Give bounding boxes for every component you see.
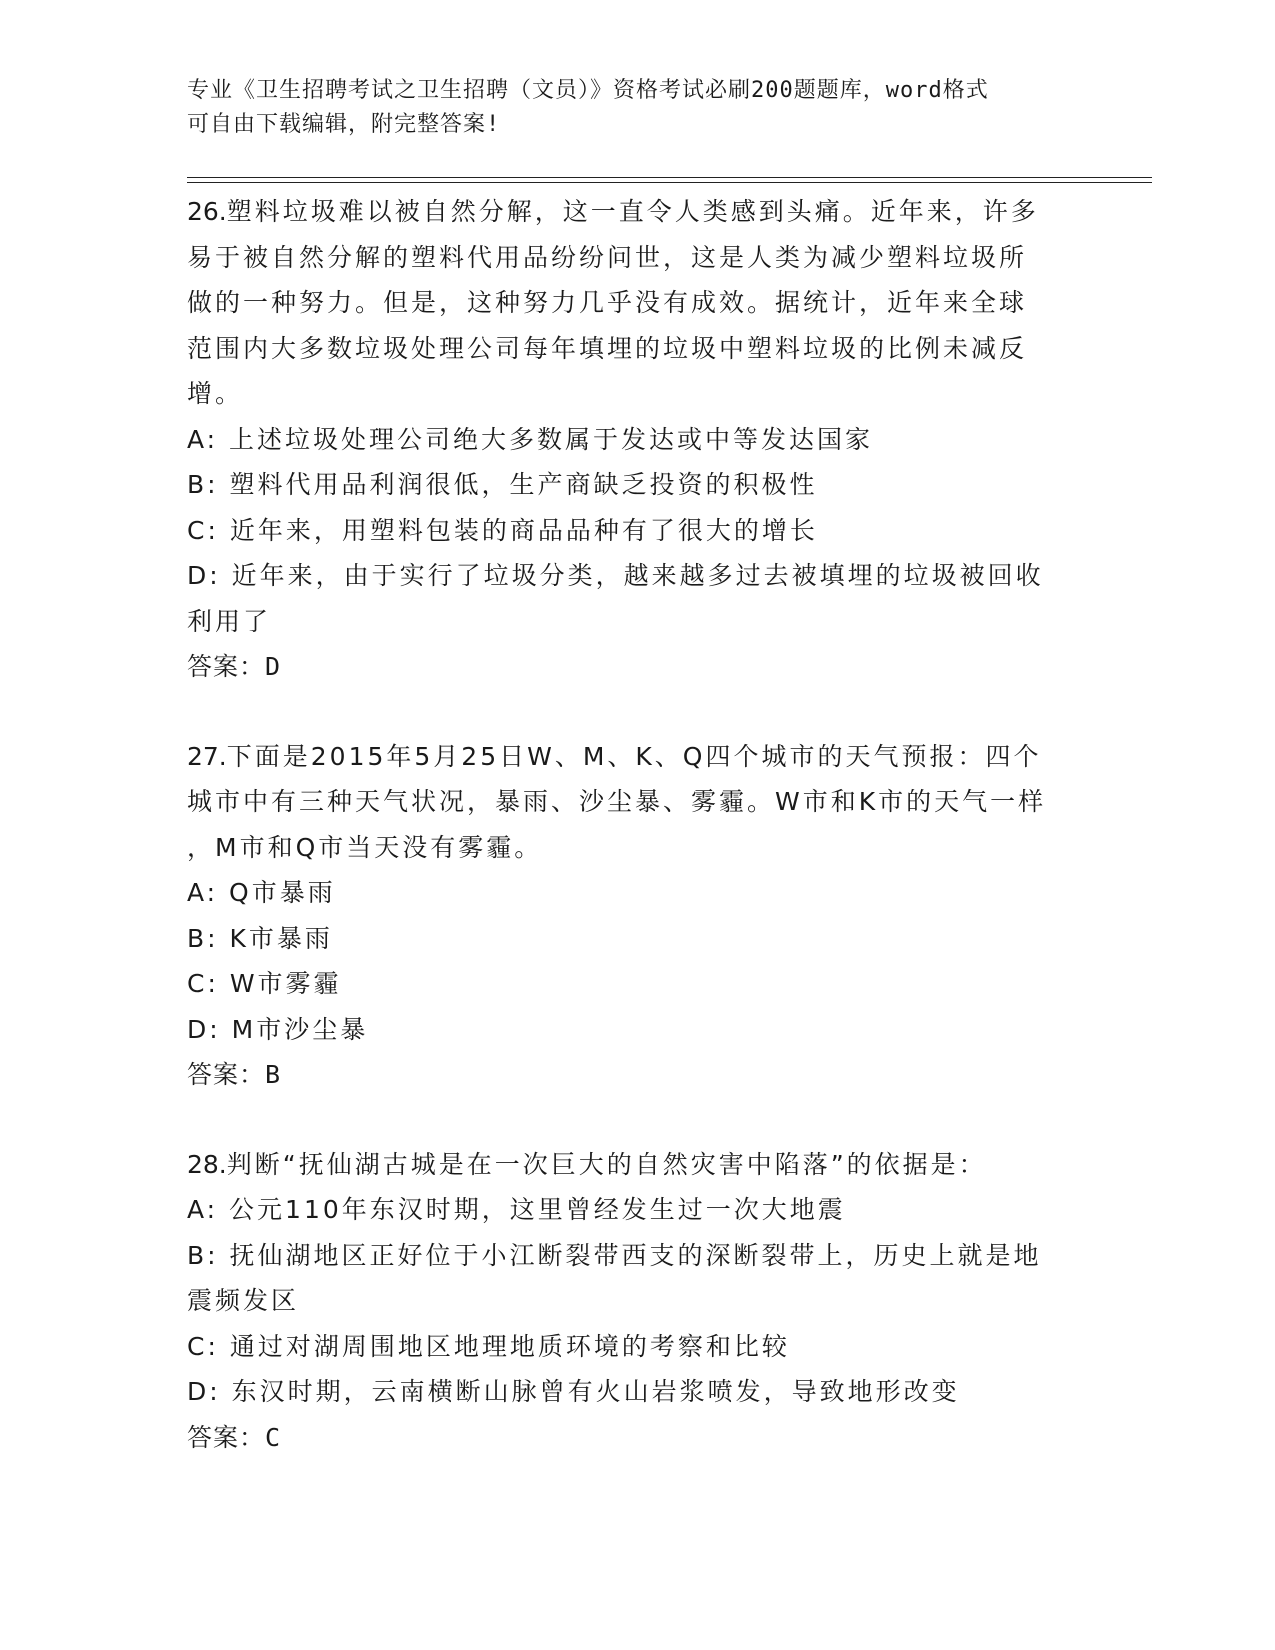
header-line-2: 可自由下载编辑，附完整答案! [187,112,501,137]
question-number: 26. [187,197,227,226]
question-stem-line: 城市中有三种天气状况，暴雨、沙尘暴、雾霾。W市和K市的天气一样 [187,787,1047,816]
option-a: A: 上述垃圾处理公司绝大多数属于发达或中等发达国家 [187,424,874,454]
answer-line [187,1415,1087,1461]
answer-line [187,644,1087,690]
question-stem-line: 易于被自然分解的塑料代用品纷纷问世，这是人类为减少塑料垃圾所 [187,242,1028,272]
answer-line [187,1052,1087,1098]
answer-value: C [265,1422,281,1452]
question-stem-line: 判断“抚仙湖古城是在一次巨大的自然灾害中陷落”的依据是： [226,1149,987,1179]
option-b: B: 抚仙湖地区正好位于小江断裂带西支的深断裂带上，历史上就是地 [187,1240,1042,1270]
option-c: C: 通过对湖周围地区地理地质环境的考察和比较 [187,1331,790,1361]
question-stem-line: 做的一种努力。但是，这种努力几乎没有成效。据统计，近年来全球 [187,288,1028,317]
document-header [187,74,1077,142]
question-stem-line: ，M市和Q市当天没有雾霾。 [187,832,543,862]
question-number: 27. [187,741,227,771]
answer-label: 答案： [187,1422,266,1452]
question-stem [187,189,1087,235]
option-d-continued: 利用了 [187,606,272,636]
option-d: D: 近年来，由于实行了垃圾分类，越来越多过去被填埋的垃圾被回收 [187,561,1044,590]
question-stem-line: 塑料垃圾难以被自然分解，这一直令人类感到头痛。近年来，许多 [226,197,1039,226]
question-stem-line: 下面是2015年5月25日W、M、K、Q四个城市的天气预报：四个 [226,741,1042,771]
option-c: C: 近年来，用塑料包装的商品品种有了很大的增长 [187,515,818,545]
question-stem [187,734,1087,780]
question-list [187,189,1087,1504]
question-stem-line: 范围内大多数垃圾处理公司每年填埋的垃圾中塑料垃圾的比例未减反 [187,333,1028,363]
question-stem-line: 增。 [187,379,244,408]
option-a: A: Q市暴雨 [187,878,336,907]
question-stem [187,1142,1087,1188]
option-b-continued: 震频发区 [187,1286,300,1315]
answer-value: D [265,652,281,681]
option-b: B: K市暴雨 [187,923,333,953]
question-27 [187,734,1087,1098]
question-28 [187,1142,1087,1461]
header-divider-bottom [187,182,1152,183]
option-b: B: 塑料代用品利润很低，生产商缺乏投资的积极性 [187,470,818,499]
option-a: A: 公元110年东汉时期，这里曾经发生过一次大地震 [187,1195,846,1224]
header-divider-top [187,177,1152,178]
header-line-1: 专业《卫生招聘考试之卫生招聘（文员）》资格考试必刷200题题库，word格式 [187,78,989,103]
question-26 [187,189,1087,690]
question-number: 28. [187,1149,227,1179]
option-d: D: 东汉时期，云南横断山脉曾有火山岩浆喷发，导致地形改变 [187,1377,960,1406]
answer-label: 答案： [187,652,266,681]
answer-label: 答案： [187,1060,266,1089]
option-d: D: M市沙尘暴 [187,1014,369,1044]
option-c: C: W市雾霾 [187,969,342,998]
answer-value: B [265,1060,281,1089]
